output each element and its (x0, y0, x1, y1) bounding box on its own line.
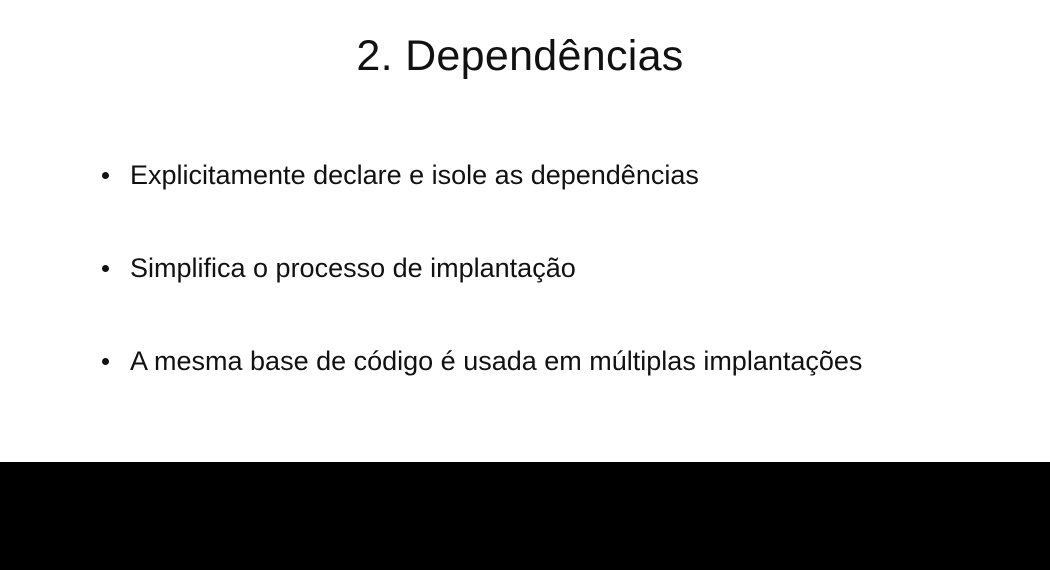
bullet-point-icon (102, 172, 109, 179)
bullet-point-icon (102, 358, 109, 365)
bullet-text: Explicitamente declare e isole as dependências (130, 159, 699, 190)
slide-title: 2. Dependências (356, 32, 684, 80)
bullet-item (98, 157, 699, 193)
bullet-text: Simplifica o processo de implantação (130, 252, 576, 283)
letterbox-bar (0, 462, 1050, 570)
bullet-item (98, 250, 576, 286)
bullet-item (98, 343, 862, 379)
bullet-text: A mesma base de código é usada em múltiplas implantações (130, 345, 863, 376)
bullet-point-icon (102, 265, 109, 272)
